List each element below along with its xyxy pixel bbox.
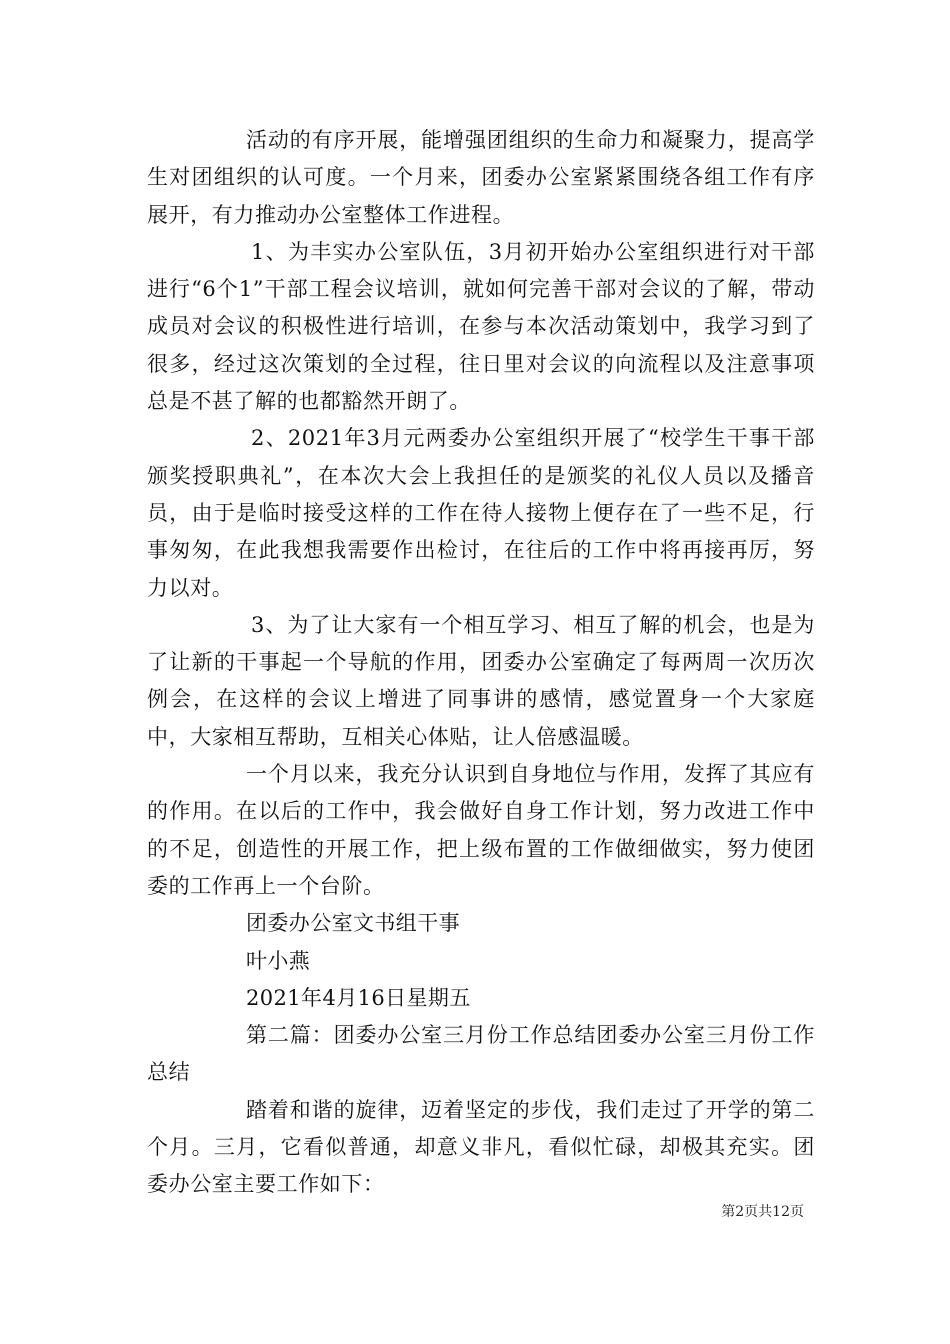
signature-name: 叶小燕: [246, 948, 311, 973]
paragraph-item-3: 3、为了让大家有一个相互学习、相互了解的机会，也是为了让新的干事起一个导航的作用，团委办公室确定了每两周一次历次例会，在这样的会议上增进了同事讲的感情，感觉置身一个大家庭中，大家相互帮助，互相关心体贴，让人倍感温暖。: [147, 612, 815, 749]
document-body: [147, 122, 815, 1204]
signature-department: 团委办公室文书组干事: [246, 911, 460, 936]
paragraph-item-1: 1、为丰实办公室队伍，3月初开始办公室组织进行对干部进行“6个1”干部工程会议培训，就如何完善干部对会议的了解，带动成员对会议的积极性进行培训，在参与本次活动策划中，我学习到了很多，经过这次策划的全过程，往日里对会议的向流程以及注意事项总是不甚了解的也都豁然开朗了。: [147, 239, 815, 414]
paragraph-intro: 活动的有序开展，能增强团组织的生命力和凝聚力，提高学生对团组织的认可度。一个月来，团委办公室紧紧围绕各组工作有序展开，有力推动办公室整体工作进程。: [147, 128, 815, 227]
second-article-opening: 踏着和谐的旋律，迈着坚定的步伐，我们走过了开学的第二个月。三月，它看似普通，却意义非凡，看似忙碌，却极其充实。团委办公室主要工作如下：: [147, 1097, 815, 1197]
paragraph-conclusion: 一个月以来，我充分认识到自身地位与作用，发挥了其应有的作用。在以后的工作中，我会做好自身工作计划，努力改进工作中的不足，创造性的开展工作，把上级布置的工作做细做实，努力使团委的工作再上一个台阶。: [147, 762, 815, 898]
second-article-title: 第二篇：团委办公室三月份工作总结团委办公室三月份工作总结: [147, 1023, 815, 1085]
signature-date: 2021年4月16日星期五: [246, 985, 471, 1010]
page-number: 第2页共12页: [721, 1204, 804, 1220]
paragraph-item-2: 2、2021年3月元两委办公室组织开展了“校学生干事干部颁奖授职典礼”，在本次大会上我担任的是颁奖的礼仪人员以及播音员，由于是临时接受这样的工作在待人接物上便存在了一些不足，行事匆匆，在此我想我需要作出检讨，在往后的工作中将再接再厉，努力以对。: [147, 426, 815, 600]
